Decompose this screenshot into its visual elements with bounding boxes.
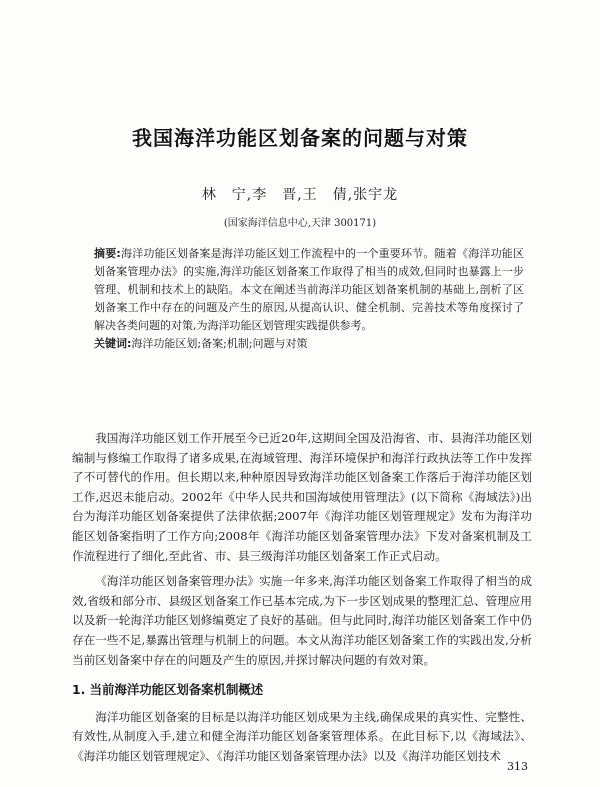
keywords-text: 海洋功能区划;备案;机制;问题与对策 bbox=[131, 337, 308, 350]
keywords-label: 关键词: bbox=[94, 337, 132, 350]
affiliation: (国家海洋信息中心,天津 300171) bbox=[223, 218, 377, 229]
section-heading-1: 1. 当前海洋功能区划备案机制概述 bbox=[72, 682, 264, 698]
abstract-paragraph bbox=[94, 245, 524, 335]
body-paragraph-1: 我国海洋功能区划工作开展至今已近20年,这期间全国及沿海省、市、县海洋功能区划编制与修编工作取得了诸多成果,在海域管理、海洋环境保护和海洋行政执法等工作中发挥了不可替代的作用。但长期以来,种种原因导致海洋功能区划备案工作落后于海洋功能区划工作,迟迟未能启动。2002年《中华人民共和国海域使用管理法》(以下简称《海域法》)出台为海洋功能区划备案提供了法律依据;2007年《海洋功能区划管理规定》发布为海洋功能区划备案指明了工作方向;2008年《海洋功能区划备案管理办法》下发对备案机制及工作流程进行了细化,至此省、市、县三级海洋功能区划备案工作正式启动。 bbox=[72, 431, 532, 563]
body-paragraph-3: 海洋功能区划备案的目标是以海洋功能区划成果为主线,确保成果的真实性、完整性、有效性,从制度入手,建立和健全海洋功能区划备案管理体系。在此目标下,以《海域法》、《海洋功能区划管理规定》、《海洋功能区划备案管理办法》以及《海洋功能区划技术 bbox=[72, 709, 532, 763]
page-number: 313 bbox=[507, 760, 528, 773]
abstract-block bbox=[94, 245, 524, 353]
article-body bbox=[72, 429, 532, 767]
abstract-text: 海洋功能区划备案是海洋功能区划工作流程中的一个重要环节。随着《海洋功能区划备案管理办法》的实施,海洋功能区划备案工作取得了相当的成效,但同时也暴露上一步管理、机制和技术上的缺陷。本文在阐述当前海洋功能区划备案机制的基础上,剖析了区划备案工作中存在的问题及产生的原因,从提高认识、健全机制、完善技术等角度探讨了解决各类问题的对策,为海洋功能区划管理实践提供参考。 bbox=[94, 247, 525, 332]
abstract-label: 摘要: bbox=[94, 247, 121, 260]
author-list: 林 宁,李 晋,王 倩,张宇龙 bbox=[201, 187, 399, 203]
keywords-paragraph bbox=[94, 335, 524, 353]
article-title: 我国海洋功能区划备案的问题与对策 bbox=[132, 126, 468, 150]
body-paragraph-2: 《海洋功能区划备案管理办法》实施一年多来,海洋功能区划备案工作取得了相当的成效,省级和部分市、县级区划备案工作已基本完成,为下一步区划成果的整理汇总、管理应用以及新一轮海洋功能区划修编奠定了良好的基础。但与此同时,海洋功能区划备案工作中仍存在一些不足,暴露出管理与机制上的问题。本文从海洋功能区划备案工作的实践出发,分析当前区划备案中存在的问题及产生的原因,并探讨解决问题的有效对策。 bbox=[72, 574, 532, 667]
